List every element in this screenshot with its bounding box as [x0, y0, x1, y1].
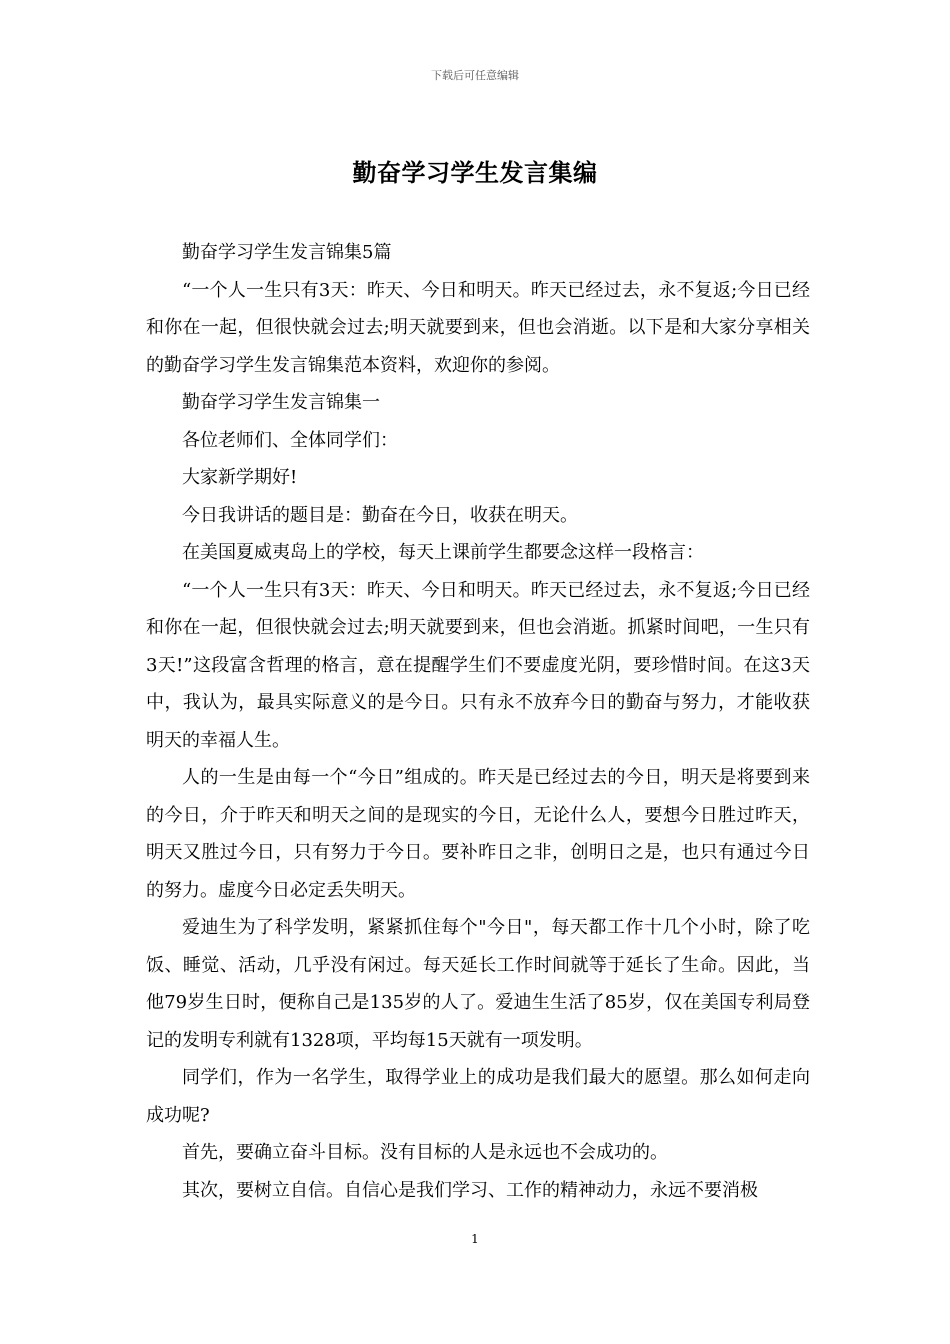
page-number: 1 — [471, 1232, 479, 1246]
paragraph: 今日我讲话的题目是：勤奋在今日，收获在明天。 — [182, 504, 578, 526]
paragraph: 各位老师们、全体同学们： — [182, 429, 398, 451]
paragraph: 勤奋学习学生发言锦集一 — [182, 392, 380, 413]
paragraph: 在美国夏威夷岛上的学校，每天上课前学生都要念这样一段格言： — [182, 542, 704, 563]
page-header: 下载后可任意编辑 — [431, 69, 519, 82]
paragraph: 首先，要确立奋斗目标。没有目标的人是永远也不会成功的。 — [182, 1142, 668, 1163]
document-body — [146, 234, 810, 1209]
paragraph: “一个人一生只有3天：昨天、今日和明天。昨天已经过去，永不复返;今日已经和你在一起，但很快就会过去;明天就要到来，但也会消逝。以下是和大家分享相关的勤奋学习学生发言锦集范本资料，欢迎你的参阅。 — [146, 279, 810, 376]
paragraph: 同学们，作为一名学生，取得学业上的成功是我们最大的愿望。那么如何走向成功呢? — [146, 1067, 810, 1126]
paragraph: 勤奋学习学生发言锦集5篇 — [182, 242, 392, 263]
paragraph: 其次，要树立自信。自信心是我们学习、工作的精神动力，永远不要消极 — [182, 1179, 758, 1201]
document-title: 勤奋学习学生发言集编 — [352, 158, 598, 187]
paragraph: 爱迪生为了科学发明，紧紧抓住每个"今日"，每天都工作十几个小时，除了吃饭、睡觉、活动，几乎没有闲过。每天延长工作时间就等于延长了生命。因此，当他79岁生日时，便称自己是135岁的人了。爱迪生生活了85岁，仅在美国专利局登记的发明专利就有1328项，平均每15天就有一项发明。 — [146, 917, 810, 1051]
paragraph: 人的一生是由每一个“今日”组成的。昨天是已经过去的今日，明天是将要到来的今日，介于昨天和明天之间的是现实的今日，无论什么人，要想今日胜过昨天，明天又胜过今日，只有努力于今日。要补昨日之非，创明日之是，也只有通过今日的努力。虚度今日必定丢失明天。 — [146, 767, 810, 901]
paragraph: “一个人一生只有3天：昨天、今日和明天。昨天已经过去，永不复返;今日已经和你在一起，但很快就会过去;明天就要到来，但也会消逝。抓紧时间吧，一生只有3天!”这段富含哲理的格言，意在提醒学生们不要虚度光阴，要珍惜时间。在这3天中，我认为，最具实际意义的是今日。只有永不放弃今日的勤奋与努力，才能收获明天的幸福人生。 — [146, 579, 810, 751]
paragraph: 大家新学期好! — [182, 467, 298, 488]
